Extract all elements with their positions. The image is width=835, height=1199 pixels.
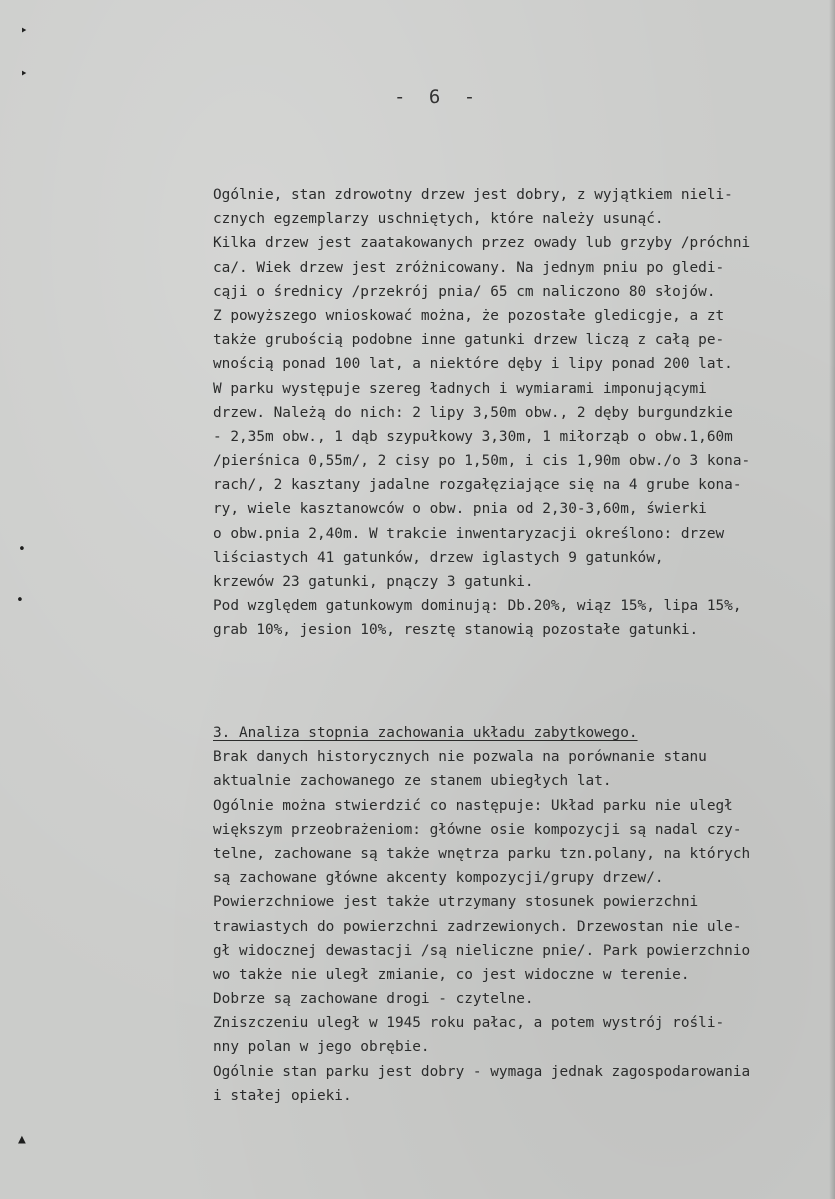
text-line: grab 10%, jesion 10%, resztę stanowią pozostałe gatunki. <box>213 622 699 639</box>
body-text-section <box>213 183 835 643</box>
text-line: Ogólnie można stwierdzić co następuje: Układ parku nie uległ <box>213 797 733 814</box>
text-line: /pierśnica 0,55m/, 2 cisy po 1,50m, i cis 1,90m obw./o 3 kona- <box>213 453 751 470</box>
text-line: Pod względem gatunkowym dominują: Db.20%, wiąz 15%, lipa 15%, <box>213 598 742 615</box>
text-line: są zachowane główne akcenty kompozycji/grupy drzew/. <box>213 870 664 887</box>
scan-mark: ‣ <box>20 24 28 39</box>
text-line: cąji o średnicy /przekrój pnia/ 65 cm naliczono 80 słojów. <box>213 283 716 300</box>
text-line: o obw.pnia 2,40m. W trakcie inwentaryzacji określono: drzew <box>213 525 725 542</box>
text-line: Brak danych historycznych nie pozwala na porównanie stanu <box>213 749 707 766</box>
text-line: krzewów 23 gatunki, pnączy 3 gatunki. <box>213 574 534 590</box>
text-line: Dobrze są zachowane drogi - czytelne. <box>213 991 534 1008</box>
text-line: Zniszczeniu uległ w 1945 roku pałac, a potem wystrój rośli- <box>213 1015 725 1032</box>
text-line: i stałej opieki. <box>213 1087 352 1104</box>
scan-mark: ‣ <box>20 67 28 82</box>
text-line: Ogólnie, stan zdrowotny drzew jest dobry, z wyjątkiem nieli- <box>213 187 733 203</box>
page-number: - 6 - <box>394 86 482 108</box>
scan-mark: • <box>18 542 26 557</box>
text-line: rach/, 2 kasztany jadalne rozgałęziające się na 4 grube kona- <box>213 477 742 494</box>
scan-mark: • <box>16 593 24 608</box>
text-line: - 2,35m obw., 1 dąb szypułkowy 3,30m, 1 miłorząb o obw.1,60m <box>213 428 733 445</box>
section-heading: 3. Analiza stopnia zachowania układu zabytkowego. <box>213 725 638 741</box>
text-line: Z powyższego wnioskować można, że pozostałe gledicgje, a zt <box>213 307 725 324</box>
text-line: wo także nie uległ zmianie, co jest widoczne w terenie. <box>213 966 690 983</box>
text-line: Kilka drzew jest zaatakowanych przez owady lub grzyby /próchni <box>213 235 751 252</box>
text-line: aktualnie zachowanego ze stanem ubiegłych lat. <box>213 773 612 790</box>
text-line: W parku występuje szereg ładnych i wymiarami imponującymi <box>213 380 707 397</box>
text-line: gł widocznej dewastacji /są nieliczne pnie/. Park powierzchnio <box>213 942 751 959</box>
text-line: Ogólnie stan parku jest dobry - wymaga jednak zagospodarowania <box>213 1063 751 1080</box>
text-line: telne, zachowane są także wnętrza parku tzn.polany, na których <box>213 845 751 862</box>
text-line: nny polan w jego obrębie. <box>213 1039 430 1056</box>
text-line: ca/. Wiek drzew jest zróżnicowany. Na jednym pniu po gledi- <box>213 259 725 276</box>
scan-mark: ▲ <box>18 1132 26 1147</box>
text-line: większym przeobrażeniom: główne osie kompozycji są nadal czy- <box>213 821 742 838</box>
analysis-section <box>213 721 835 1108</box>
text-line: ry, wiele kasztanowców o obw. pnia od 2,30-3,60m, świerki <box>213 501 707 518</box>
text-line: cznych egzemplarzy uschniętych, które należy usunąć. <box>213 211 664 228</box>
text-line: także grubością podobne inne gatunki drzew liczą z całą pe- <box>213 332 725 349</box>
text-line: drzew. Należą do nich: 2 lipy 3,50m obw., 2 dęby burgundzkie <box>213 404 733 421</box>
text-line: wnością ponad 100 lat, a niektóre dęby i lipy ponad 200 lat. <box>213 356 733 373</box>
text-line: liściastych 41 gatunków, drzew iglastych 9 gatunków, <box>213 549 664 566</box>
text-line: Powierzchniowe jest także utrzymany stosunek powierzchni <box>213 894 699 911</box>
text-line: trawiastych do powierzchni zadrzewionych. Drzewostan nie ule- <box>213 918 742 935</box>
